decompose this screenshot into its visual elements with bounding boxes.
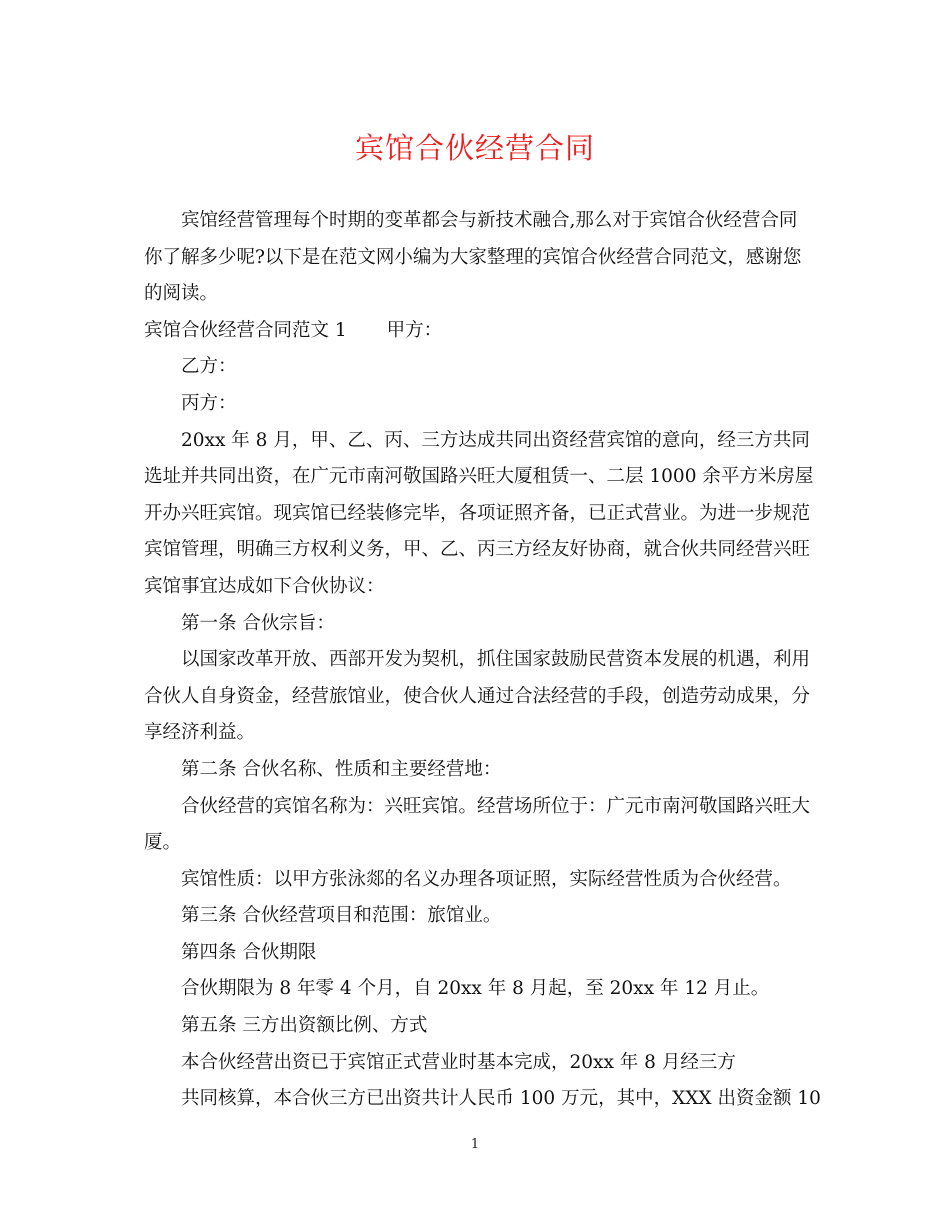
intro-paragraph: 宾馆经营管理每个时期的变革都会与新技术融合,那么对于宾馆合伙经营合同你了解多少呢?以下是在范文网小编为大家整理的宾馆合伙经营合同范文，感谢您的阅读。 bbox=[144, 210, 802, 305]
party-b-label: 乙方： bbox=[181, 356, 237, 378]
page-number: 1 bbox=[470, 1137, 480, 1152]
article-5-body-line-1: 本合伙经营出资已于宾馆正式营业时基本完成，20xx 年 8 月经三方 bbox=[181, 1051, 736, 1073]
document-title: 宾馆合伙经营合同 bbox=[354, 131, 595, 165]
agreement-preamble: 20xx 年 8 月，甲、乙、丙、三方达成共同出资经营宾馆的意向，经三方共同选址并共同出资，在广元市南河敬国路兴旺大厦租赁一、二层 1000 余平方米房屋开办兴旺宾馆。现宾馆已经装修完毕，各项证照齐备，已正式营业。为进一步规范宾馆管理，明确三方权利义务，甲、乙、丙三方经友好协商，就合伙共同经营兴旺宾馆事宜达成如下合伙协议： bbox=[144, 429, 814, 597]
party-a-label: 甲方： bbox=[386, 319, 443, 341]
hotel-nature-paragraph: 宾馆性质：以甲方张泳郯的名义办理各项证照，实际经营性质为合伙经营。 bbox=[181, 868, 792, 890]
article-4-heading: 第四条 合伙期限 bbox=[181, 941, 317, 963]
article-4-body: 合伙期限为 8 年零 4 个月，自 20xx 年 8 月起，至 20xx 年 12 月止。 bbox=[181, 978, 770, 1000]
section-heading bbox=[144, 313, 814, 350]
article-5-body-line-2: 共同核算，本合伙三方已出资共计人民币 100 万元，其中，XXX 出资金额 10 bbox=[181, 1088, 821, 1110]
party-c-label: 丙方： bbox=[181, 392, 237, 414]
section-heading-label: 宾馆合伙经营合同范文 1 bbox=[144, 319, 347, 341]
article-1-body: 以国家改革开放、西部开发为契机，抓住国家鼓励民营资本发展的机遇，利用合伙人自身资金，经营旅馆业，使合伙人通过合法经营的手段，创造劳动成果，分享经济利益。 bbox=[144, 649, 811, 744]
article-5-heading: 第五条 三方出资额比例、方式 bbox=[181, 1015, 428, 1037]
article-2-body: 合伙经营的宾馆名称为：兴旺宾馆。经营场所位于：广元市南河敬国路兴旺大厦。 bbox=[144, 795, 811, 854]
article-2-heading: 第二条 合伙名称、性质和主要经营地： bbox=[181, 758, 502, 780]
article-3-heading: 第三条 合伙经营项目和范围：旅馆业。 bbox=[181, 905, 502, 927]
article-1-heading: 第一条 合伙宗旨： bbox=[181, 612, 335, 634]
document-body bbox=[144, 203, 821, 1118]
